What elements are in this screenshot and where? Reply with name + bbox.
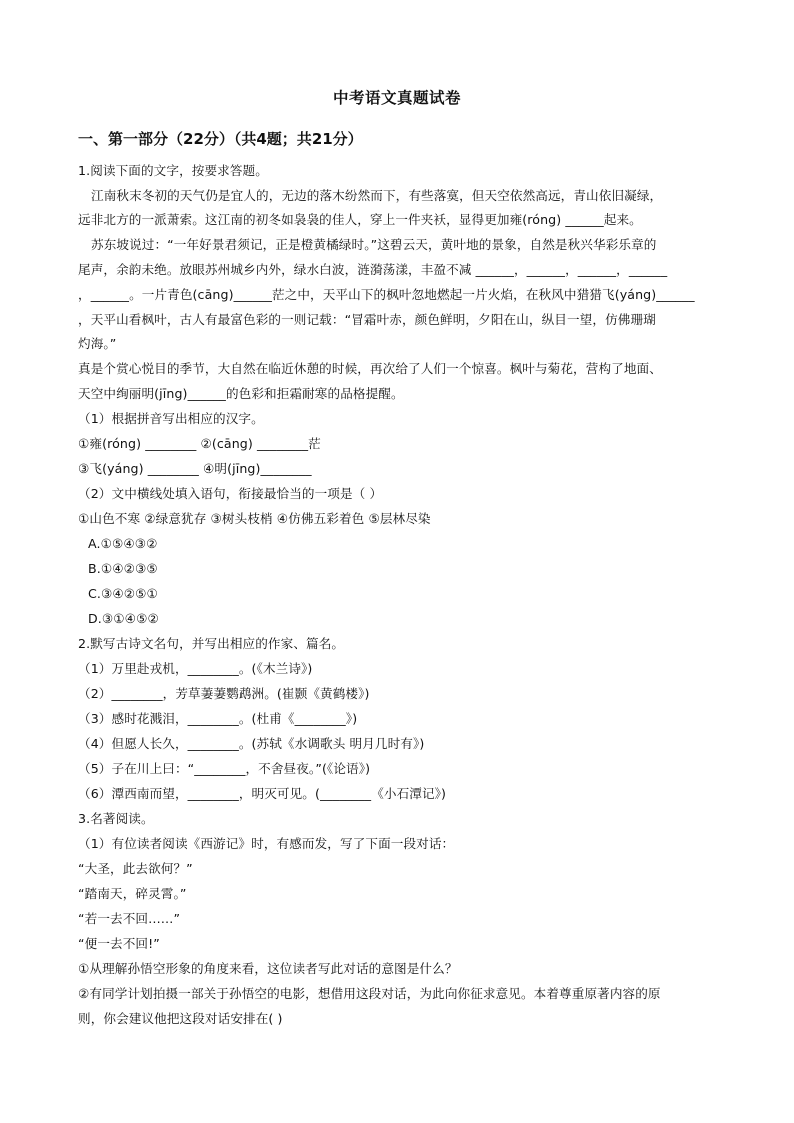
dialogue-line: “踏南天，碎灵霄。”	[78, 886, 187, 901]
pinyin-blank-row: ①雍(róng) ________ ②(cāng) ________茫	[78, 436, 321, 451]
passage-line: 天空中绚丽明(jīng)______的色彩和拒霜耐寒的品格提醒。	[78, 386, 404, 401]
sub-question-text: ①从理解孙悟空形象的角度来看，这位读者写此对话的意图是什么？	[78, 961, 458, 976]
choice-d: D.③①④⑤②	[88, 611, 159, 626]
sub-question-text: 则，你会建议他把这段对话安排在( )	[78, 1011, 283, 1026]
recitation-item: （1）万里赴戎机，________。(《木兰诗》)	[78, 661, 313, 676]
passage-line: 尾声，余韵未绝。放眼苏州城乡内外，绿水白波，涟漪荡漾，丰盈不减 ______，______，______，______	[78, 262, 668, 277]
passage-line: 江南秋末冬初的天气仍是宜人的，无边的落木纷然而下，有些落寞，但天空依然高远，青山依旧凝绿，	[91, 188, 663, 203]
choice-b: B.①④②③⑤	[88, 561, 158, 576]
recitation-item: （5）子在川上曰：“________，不舍昼夜。”(《论语》)	[78, 761, 371, 776]
recitation-item: （2）________，芳草萋萋鹦鹉洲。(崔颢《黄鹤楼》)	[78, 686, 370, 701]
choice-c: C.③④②⑤①	[88, 586, 158, 601]
passage-line: 真是个赏心悦目的季节，大自然在临近休憩的时候，再次给了人们一个惊喜。枫叶与菊花，营构了地面、	[78, 361, 662, 376]
passage-line: ，天平山看枫叶，古人有最富色彩的一则记载：“冒霜叶赤，颜色鲜明，夕阳在山，纵目一望，仿佛珊瑚	[78, 312, 656, 327]
section-heading: 一、第一部分（22分）（共4题；共21分）	[78, 130, 363, 148]
sub-question-1: （1）根据拼音写出相应的汉字。	[78, 411, 264, 426]
recitation-item: （6）潭西南而望，________，明灭可见。(________《小石潭记》)	[78, 786, 447, 801]
dialogue-line: “大圣，此去欲何？”	[78, 861, 193, 876]
passage-line: 灼海。”	[78, 336, 117, 351]
passage-line: 远非北方的一派萧索。这江南的初冬如袅袅的佳人，穿上一件夹袄，显得更加雍(róng) ______起来。	[78, 212, 642, 227]
question-2-prompt: 2.默写古诗文名句，并写出相应的作家、篇名。	[78, 636, 345, 651]
passage-line: ，______。一片青色(cāng)______茫之中，天平山下的枫叶忽地燃起一片火焰，在秋风中猎猎飞(yáng)______	[78, 287, 695, 302]
pinyin-blank-row: ③飞(yáng) ________ ④明(jīng)________	[78, 461, 312, 476]
option-phrases: ①山色不寒 ②绿意犹存 ③树头枝梢 ④仿佛五彩着色 ⑤层林尽染	[78, 511, 431, 526]
sub-question-2: （2）文中横线处填入语句，衔接最恰当的一项是（ ）	[78, 486, 383, 501]
sub-question-text: ②有同学计划拍摄一部关于孙悟空的电影，想借用这段对话，为此向你征求意见。本着尊重原著内容的原	[78, 986, 661, 1001]
recitation-item: （3）感时花溅泪，________。(杜甫《________》)	[78, 711, 358, 726]
dialogue-line: “便一去不回!”	[78, 936, 160, 951]
sub-question-text: （1）有位读者阅读《西游记》时，有感而发，写了下面一段对话：	[78, 836, 455, 851]
dialogue-line: “若一去不回……”	[78, 911, 181, 926]
passage-line: 苏东坡说过：“一年好景君须记，正是橙黄橘绿时。”这碧云天，黄叶地的景象，自然是秋兴华彩乐章的	[91, 237, 657, 252]
question-1-prompt: 1.阅读下面的文字，按要求答题。	[78, 163, 268, 178]
choice-a: A.①⑤④③②	[88, 536, 158, 551]
page-title: 中考语文真题试卷	[332, 89, 461, 107]
recitation-item: （4）但愿人长久，________。(苏轼《水调歌头 明月几时有》)	[78, 736, 425, 751]
question-3-prompt: 3.名著阅读。	[78, 811, 154, 826]
